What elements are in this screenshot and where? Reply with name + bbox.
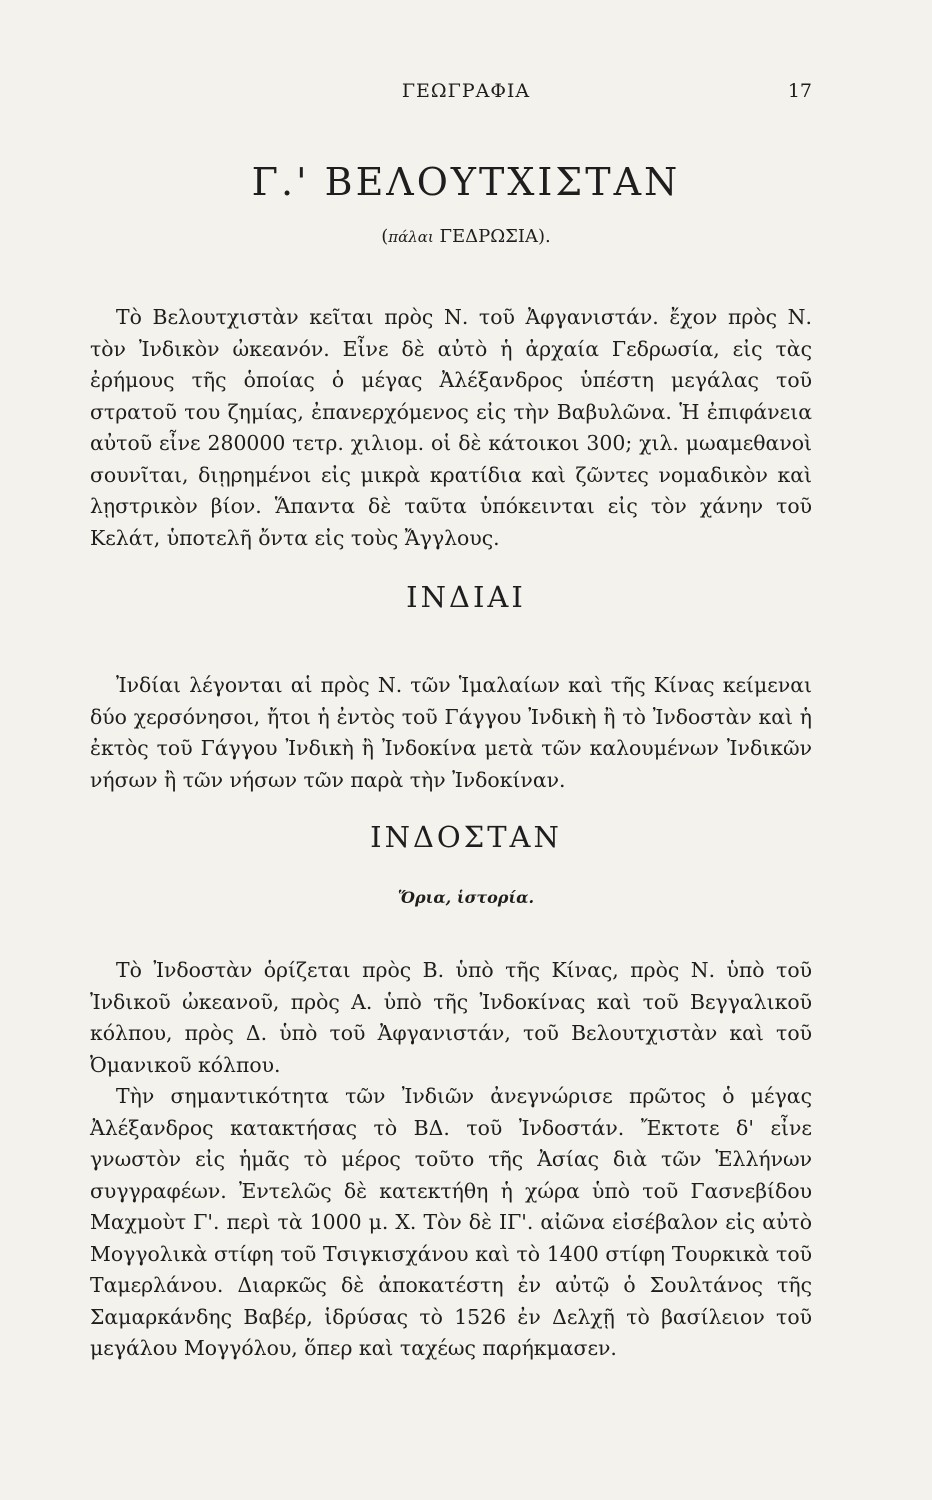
page-number: 17 [787, 80, 812, 102]
section-subheading-gedrosia: (πάλαι ΓΕΔΡΩΣΙΑ). [381, 226, 551, 247]
running-header [0, 80, 932, 110]
subheading-prefix: πάλαι [388, 228, 434, 246]
section-heading-indostan: ΙΝΔΟΣΤΑΝ [370, 820, 562, 854]
subheading-main: ΓΕΔΡΩΣΙΑ [439, 226, 539, 247]
section-heading-indiai: ΙΝΔΙΑΙ [406, 580, 526, 614]
subsection-caption: Ὅρια, ἱστορία. [397, 888, 535, 907]
paragraph-indostan-borders: Τὸ Ἰνδοστὰν ὁρίζεται πρὸς Β. ὑπὸ τῆς Κίνας, πρὸς Ν. ὑπὸ τοῦ Ἰνδικοῦ ὠκεανοῦ, πρὸς Α. ὑπὸ τῆς Ἰνδοκίνας καὶ τοῦ Βεγγαλικοῦ κόλπου, πρὸς Δ. ὑπὸ τοῦ Ἀφγανιστάν, τοῦ Βελουτχιστὰν καὶ τοῦ Ὀμανικοῦ κόλπου. [90, 958, 812, 1077]
paragraph-indiai: Ἰνδίαι λέγονται αἱ πρὸς Ν. τῶν Ἱμαλαίων καὶ τῆς Κίνας κείμεναι δύο χερσόνησοι, ἤτοι ἡ ἐντὸς τοῦ Γάγγου Ἰνδικὴ ἢ τὸ Ἰνδοστὰν καὶ ἡ ἐκτὸς τοῦ Γάγγου Ἰνδικὴ ἢ Ἰνδοκίνα μετὰ τῶν καλουμένων Ἰνδικῶν νήσων ἢ τῶν νήσων τῶν παρὰ τὴν Ἰνδοκίναν. [90, 673, 812, 792]
section-heading-beloutchistan: Γ.' ΒΕΛΟΥΤΧΙΣΤΑΝ [251, 160, 681, 204]
running-title: ΓΕΩΓΡΑΦΙΑ [401, 80, 531, 102]
paragraph-indostan-history: Τὴν σημαντικότητα τῶν Ἰνδιῶν ἀνεγνώρισε πρῶτος ὁ μέγας Ἀλέξανδρος κατακτήσας τὸ ΒΔ. τοῦ Ἰνδοστάν. Ἔκτοτε δ' εἶνε γνωστὸν εἰς ἡμᾶς τὸ μέρος τοῦτο τῆς Ἀσίας διὰ τῶν Ἑλλήνων συγγραφέων. Ἐντελῶς δὲ κατεκτήθη ἡ χώρα ὑπὸ τοῦ Γασνεβίδου Μαχμοὺτ Γ'. περὶ τὰ 1000 μ. Χ. Τὸν δὲ ΙΓ'. αἰῶνα εἰσέβαλον εἰς αὐτὸ Μογγολικὰ στίφη τοῦ Τσιγκισχάνου καὶ τὸ 1400 στίφη Τουρκικὰ τοῦ Ταμερλάνου. Διαρκῶς δὲ ἀποκατέστη ἐν αὐτῷ ὁ Σουλτάνος τῆς Σαμαρκάνδης Βαβέρ, ἱδρύσας τὸ 1526 ἐν Δελχῇ τὸ βασίλειον τοῦ μεγάλου Μογγόλου, ὅπερ καὶ ταχέως παρήκμασεν. [90, 1084, 812, 1361]
paragraph-beloutchistan: Τὸ Βελουτχιστὰν κεῖται πρὸς Ν. τοῦ Ἀφγανιστάν. ἔχον πρὸς Ν. τὸν Ἰνδικὸν ὠκεανόν. Εἶνε δὲ αὐτὸ ἡ ἀρχαία Γεδρωσία, εἰς τὰς ἐρήμους τῆς ὁποίας ὁ μέγας Ἀλέξανδρος ὑπέστη μεγάλας τοῦ στρατοῦ του ζημίας, ἐπανερχόμενος εἰς τὴν Βαβυλῶνα. Ἡ ἐπιφάνεια αὐτοῦ εἶνε 280000 τετρ. χιλιομ. οἱ δὲ κάτοικοι 300; χιλ. μωαμεθανοὶ σουνῖται, διῃρημένοι εἰς μικρὰ κρατίδια καὶ ζῶντες νομαδικὸν καὶ λῃστρικὸν βίον. Ἅπαντα δὲ ταῦτα ὑπόκεινται εἰς τὸν χάνην τοῦ Κελάτ, ὑποτελῆ ὄντα εἰς τοὺς Ἄγγλους. [90, 305, 812, 550]
